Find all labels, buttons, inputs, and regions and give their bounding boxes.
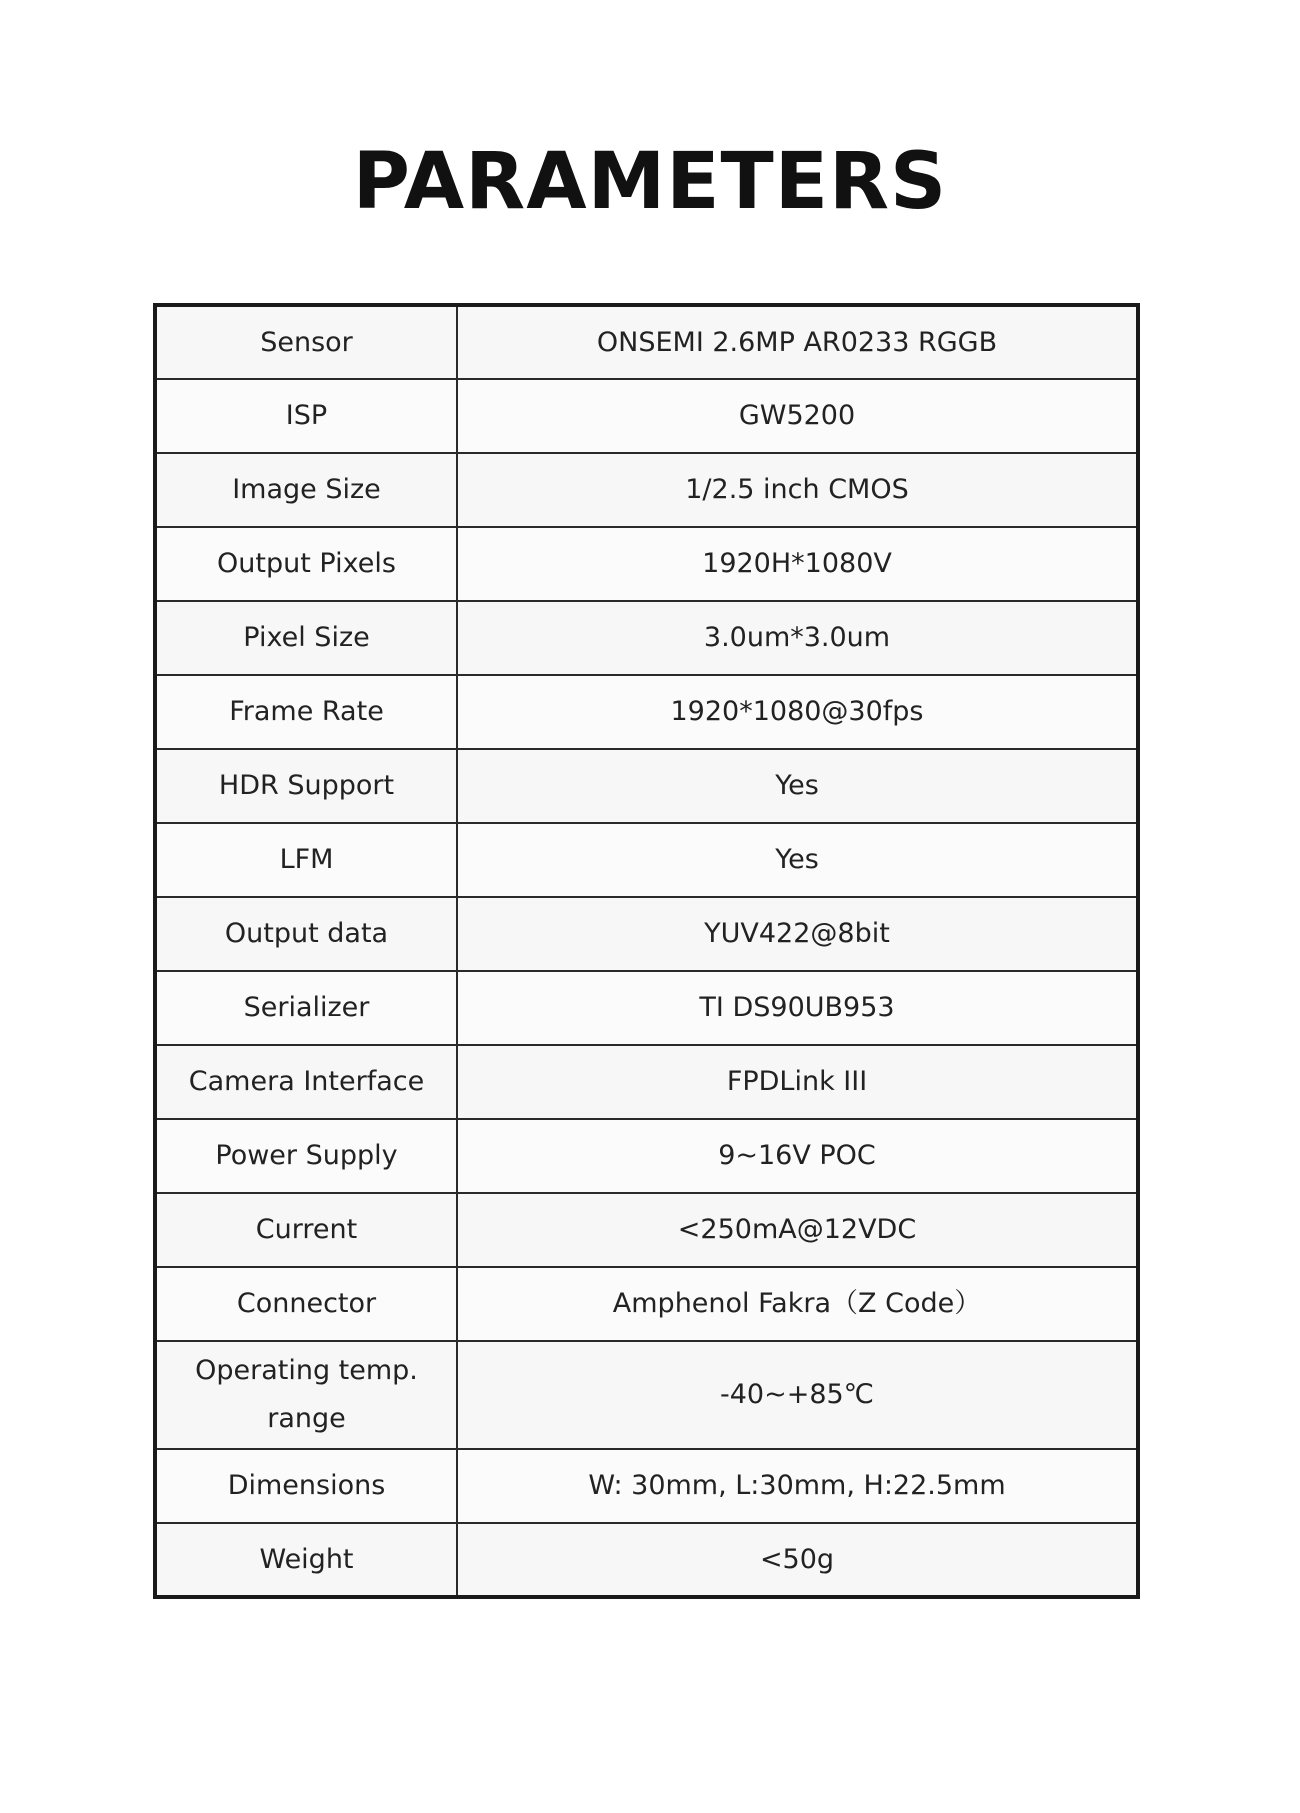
row-value: <250mA@12VDC xyxy=(457,1193,1138,1267)
row-value: 1/2.5 inch CMOS xyxy=(457,453,1138,527)
row-label: Current xyxy=(155,1193,457,1267)
row-label: Weight xyxy=(155,1523,457,1597)
table-row xyxy=(155,1523,1138,1597)
table-row xyxy=(155,897,1138,971)
row-label: Sensor xyxy=(155,305,457,379)
row-value: Amphenol Fakra（Z Code） xyxy=(457,1267,1138,1341)
row-value: W: 30mm, L:30mm, H:22.5mm xyxy=(457,1449,1138,1523)
table-row xyxy=(155,1119,1138,1193)
table-row xyxy=(155,601,1138,675)
row-label: Image Size xyxy=(155,453,457,527)
table-row xyxy=(155,1341,1138,1449)
table-row xyxy=(155,527,1138,601)
table-row xyxy=(155,1193,1138,1267)
row-value: YUV422@8bit xyxy=(457,897,1138,971)
table-row xyxy=(155,823,1138,897)
row-label: Output data xyxy=(155,897,457,971)
row-value: 3.0um*3.0um xyxy=(457,601,1138,675)
row-value: GW5200 xyxy=(457,379,1138,453)
row-value: ONSEMI 2.6MP AR0233 RGGB xyxy=(457,305,1138,379)
row-label: Dimensions xyxy=(155,1449,457,1523)
table-row xyxy=(155,675,1138,749)
row-label: Power Supply xyxy=(155,1119,457,1193)
table-row xyxy=(155,1267,1138,1341)
row-label: LFM xyxy=(155,823,457,897)
row-value: <50g xyxy=(457,1523,1138,1597)
table-row xyxy=(155,379,1138,453)
table-row xyxy=(155,305,1138,379)
row-label: Connector xyxy=(155,1267,457,1341)
row-value: TI DS90UB953 xyxy=(457,971,1138,1045)
parameters-table xyxy=(153,303,1140,1599)
row-label: Output Pixels xyxy=(155,527,457,601)
row-value: -40~+85℃ xyxy=(457,1341,1138,1449)
table-row xyxy=(155,1449,1138,1523)
row-label: Operating temp. range xyxy=(155,1341,457,1449)
row-label: Frame Rate xyxy=(155,675,457,749)
row-value: Yes xyxy=(457,823,1138,897)
row-value: FPDLink III xyxy=(457,1045,1138,1119)
page-title: PARAMETERS xyxy=(352,137,948,227)
row-value: 9~16V POC xyxy=(457,1119,1138,1193)
row-value: 1920*1080@30fps xyxy=(457,675,1138,749)
row-label: Pixel Size xyxy=(155,601,457,675)
table-row xyxy=(155,453,1138,527)
table-row xyxy=(155,971,1138,1045)
row-value: Yes xyxy=(457,749,1138,823)
row-value: 1920H*1080V xyxy=(457,527,1138,601)
row-label: Serializer xyxy=(155,971,457,1045)
table-row xyxy=(155,1045,1138,1119)
row-label: ISP xyxy=(155,379,457,453)
row-label: Camera Interface xyxy=(155,1045,457,1119)
row-label: HDR Support xyxy=(155,749,457,823)
table-row xyxy=(155,749,1138,823)
